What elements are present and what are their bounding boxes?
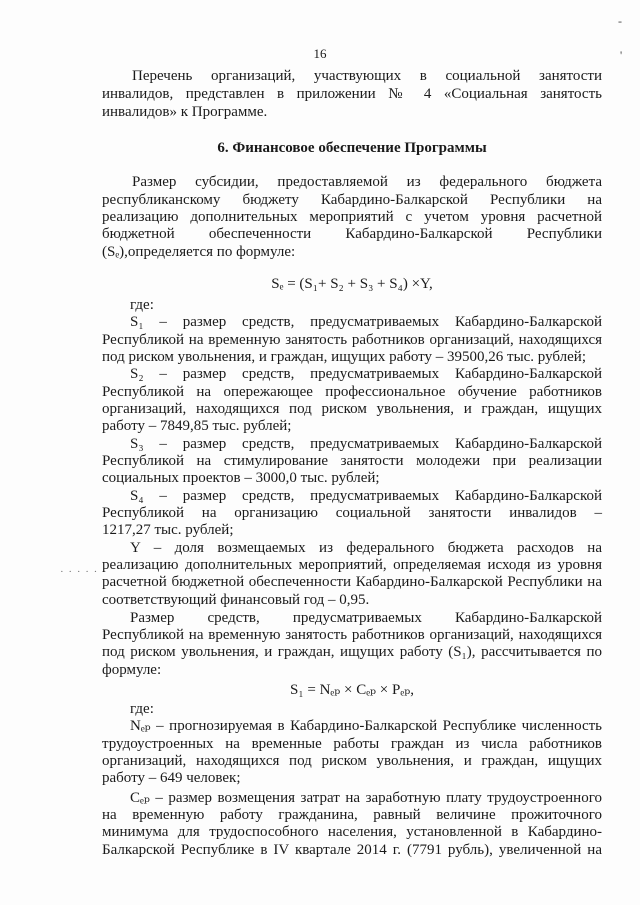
edge-mark: ' [620,48,623,62]
paragraph-line: S₃ – размер средств, предусматриваемых Кабардино-Балкарской [130,436,602,452]
paragraph-line: под риском увольнения, и граждан, ищущих работу (S₁), рассчитывается по [102,644,602,660]
paragraph-line: социальных проектов – 3000,0 тыс. рублей; [102,470,380,486]
paragraph-line: Республикой на стимулирование занятости молодежи при реализации [102,453,602,469]
paragraph-line: Перечень организаций, участвующих в социальной занятости [132,68,602,84]
paragraph-line: организаций, находящихся под риском увольнения, и граждан, ищущих [102,753,602,769]
paragraph-line: минимума для трудоспособного населения, установленной в Кабардино- [102,824,602,840]
paragraph-line: Сₑₚ – размер возмещения затрат на заработную плату трудоустроенного [130,790,602,806]
paragraph-line: Размер средств, предусматриваемых Кабардино-Балкарской [130,610,602,626]
formula: S₁ = Nₑₚ × Cₑₚ × Pₑₚ, [290,682,414,698]
paragraph-line: трудоустроенных на временные работы граждан из числа работников [102,736,602,752]
paragraph-line: работу – 649 человек; [102,770,241,786]
paragraph-line: инвалидов, представлен в приложении № 4 «Социальная занятость [102,86,602,102]
paragraph-line: инвалидов» к Программе. [102,104,268,120]
paragraph-line: Балкарской Республике в IV квартале 2014 г. (7791 рубль), увеличенной на [102,842,602,858]
paragraph-line: Размер субсидии, предоставляемой из федерального бюджета [132,174,602,190]
paragraph-line: реализацию дополнительных мероприятий с учетом уровня расчетной [102,209,602,225]
paragraph-line: организаций, находящихся под риском увольнения, и граждан, ищущих [102,401,602,417]
paragraph-line: (Sₑ),определяется по формуле: [102,244,296,260]
formula: Sₑ = (S₁+ S₂ + S₃ + S₄) ×Y, [271,276,433,292]
paragraph-line: реализацию дополнительных мероприятий, определяемая исходя из уровня [102,557,602,573]
paragraph-line: 1217,27 тыс. рублей; [102,522,234,538]
paragraph-line: S₄ – размер средств, предусматриваемых Кабардино-Балкарской [130,488,602,504]
paragraph-line: расчетной бюджетной обеспеченности Кабардино-Балкарской Республики на [102,574,602,590]
edge-mark: - [618,14,622,28]
page-number: 16 [313,46,327,61]
paragraph-line: Y – доля возмещаемых из федерального бюджета расходов на [130,540,602,556]
paragraph-line: где: [130,297,154,313]
paragraph-line: Nₑₚ – прогнозируемая в Кабардино-Балкарской Республике численность [130,718,602,734]
section-heading: 6. Финансовое обеспечение Программы [217,140,487,156]
paragraph-line: Республикой на временную занятость работников организаций, находящихся [102,627,602,643]
stray-dots: · · · · · · [60,566,107,578]
paragraph-line: Республикой на опережающее профессиональное обучение работников [102,384,602,400]
paragraph-line: на временную работу гражданина, равный величине прожиточного [102,807,602,823]
paragraph-line: работу – 7849,85 тыс. рублей; [102,418,292,434]
paragraph-line: Республикой на временную занятость работников организаций, находящихся [102,332,602,348]
paragraph-line: бюджетной обеспеченности Кабардино-Балкарской Республики [102,226,602,242]
paragraph-line: республиканскому бюджету Кабардино-Балкарской Республики на [102,192,602,208]
paragraph-line: S₁ – размер средств, предусматриваемых Кабардино-Балкарской [130,314,602,330]
paragraph-line: S₂ – размер средств, предусматриваемых Кабардино-Балкарской [130,366,602,382]
paragraph-line: соответствующий финансовый год – 0,95. [102,592,370,608]
paragraph-line: под риском увольнения, и граждан, ищущих работу – 39500,26 тыс. рублей; [102,349,587,365]
paragraph-line: формуле: [102,662,162,678]
paragraph-line: Республикой на организацию социальной занятости инвалидов – [102,505,602,521]
paragraph-line: где: [130,701,154,717]
